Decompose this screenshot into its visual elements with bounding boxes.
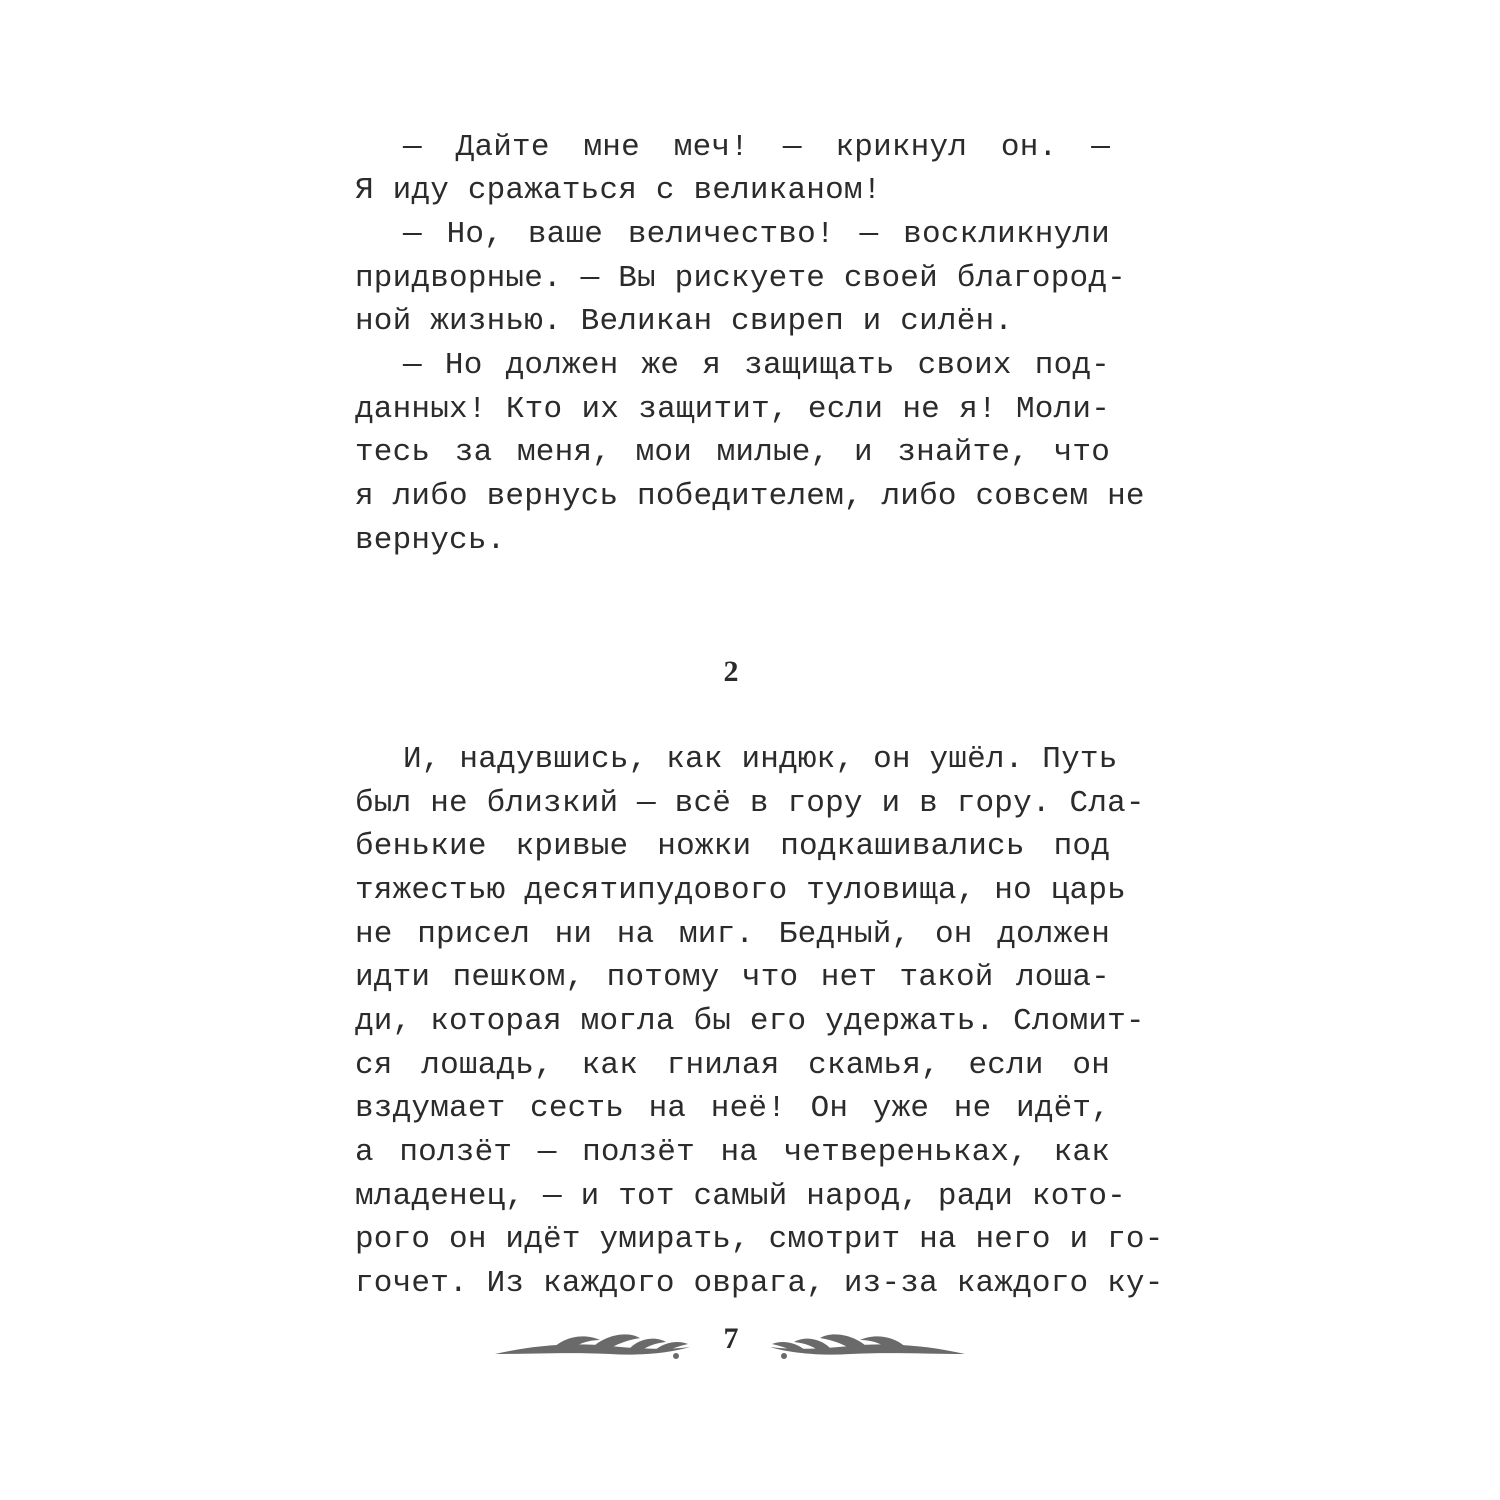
- text-line: тесь за меня, мои милые, и знайте, что: [355, 435, 1110, 470]
- right-flourish-icon: [770, 1334, 965, 1359]
- text-line: был не близкий — всё в гору и в гору. Сла-: [355, 786, 1145, 821]
- text-line: бенькие кривые ножки подкашивались под: [355, 829, 1110, 864]
- text-line: Я иду сражаться с великаном!: [355, 173, 882, 208]
- text-line: тяжестью десятипудового туловища, но царь: [355, 873, 1126, 908]
- page-number: 7: [723, 1322, 739, 1355]
- left-flourish-icon: [495, 1334, 690, 1359]
- chapter-number: 2: [723, 655, 739, 688]
- text-line: — Дайте мне меч! — крикнул он. —: [403, 130, 1110, 165]
- text-line: — Но должен же я защищать своих под-: [403, 348, 1110, 383]
- text-line: вернусь.: [355, 523, 506, 558]
- text-line: ной жизнью. Великан свиреп и силён.: [355, 304, 1014, 339]
- text-line: младенец, — и тот самый народ, ради кото-: [355, 1179, 1126, 1214]
- text-line: гочет. Из каждого оврага, из-за каждого ку-: [355, 1266, 1164, 1301]
- text-line: — Но, ваше величество! — воскликнули: [403, 217, 1110, 252]
- text-line: я либо вернусь победителем, либо совсем не: [355, 479, 1145, 514]
- text-line: ди, которая могла бы его удержать. Сломит-: [355, 1004, 1145, 1039]
- text-line: придворные. — Вы рискуете своей благород-: [355, 261, 1126, 296]
- text-line: идти пешком, потому что нет такой лоша-: [355, 960, 1110, 995]
- text-line: И, надувшись, как индюк, он ушёл. Путь: [403, 742, 1118, 777]
- text-line: данных! Кто их защитит, если не я! Моли-: [355, 392, 1110, 427]
- text-line: ся лошадь, как гнилая скамья, если он: [355, 1048, 1110, 1083]
- text-line: вздумает сесть на неё! Он уже не идёт,: [355, 1091, 1110, 1126]
- text-line: а ползёт — ползёт на четвереньках, как: [355, 1135, 1110, 1170]
- text-line: рого он идёт умирать, смотрит на него и го-: [355, 1222, 1164, 1257]
- text-line: не присел ни на миг. Бедный, он должен: [355, 917, 1110, 952]
